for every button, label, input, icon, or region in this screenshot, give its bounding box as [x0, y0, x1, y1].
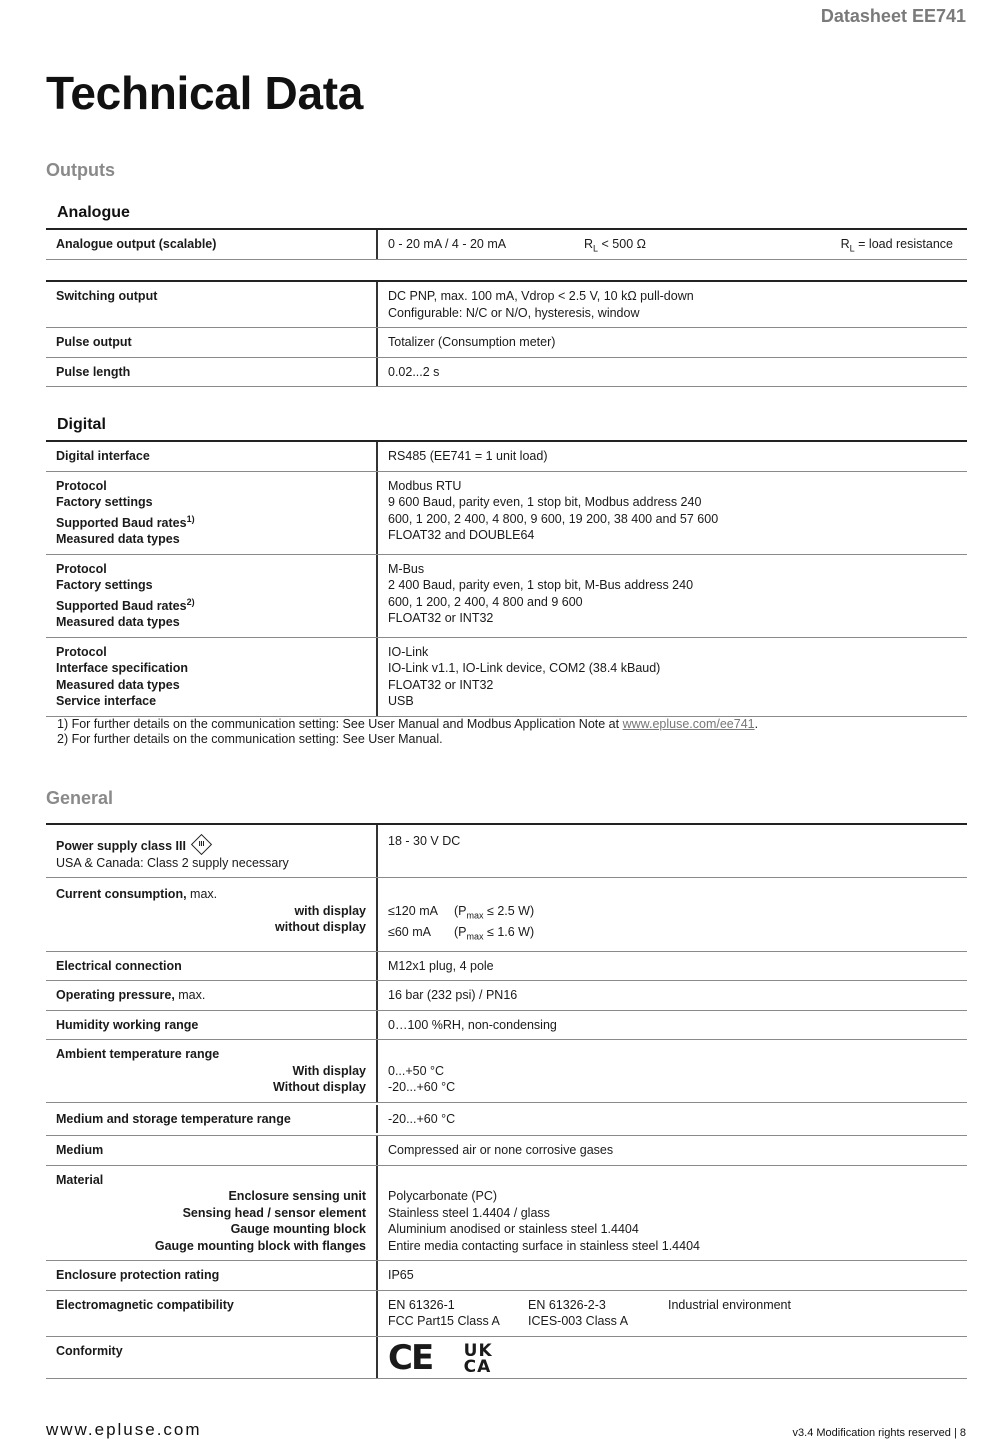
table-row: Electrical connection M12x1 plug, 4 pole: [46, 952, 967, 982]
footnotes: [57, 717, 758, 747]
table-row: Switching output DC PNP, max. 100 mA, Vdrop < 2.5 V, 10 kΩ pull-down Configurable: N/C or N/O, hysteresis, window: [46, 282, 967, 328]
epluse-link[interactable]: www.epluse.com/ee741: [622, 717, 755, 731]
table-row: Enclosure protection rating IP65: [46, 1261, 967, 1291]
row-label: Digital interface: [46, 442, 378, 471]
datasheet-title: Datasheet EE741: [820, 6, 966, 26]
ce-mark-icon: CE: [388, 1337, 433, 1378]
table-row: Current consumption, max. with display without display ≤120 mA ($P_{max} \le 2.5$ W) ≤60 mA ($P_{max} \le 1.6$ W): [46, 878, 967, 952]
page-title: Technical Data: [46, 67, 364, 119]
section-outputs: Outputs: [46, 160, 115, 180]
ukca-mark-icon: UK CA: [463, 1340, 493, 1377]
table-row: Operating pressure, max. 16 bar (232 psi) / PN16: [46, 981, 967, 1011]
table-row: Digital interface RS485 (EE741 = 1 unit load): [46, 442, 967, 472]
footer-version: v3.4 Modification rights reserved | 8: [792, 1427, 966, 1439]
row-label: Pulse length: [46, 358, 378, 387]
load-note: $R_L$ = load resistance: [840, 237, 953, 254]
table-row: Medium Compressed air or none corrosive gases: [46, 1136, 967, 1166]
table-row-iolink: Protocol Interface specification Measured data types Service interface IO-Link IO-Link v1.1, IO-Link device, COM2 (38.4 kBaud) FLOAT32 or INT32 USB: [46, 638, 967, 717]
table-row: Conformity CE UK CA: [46, 1337, 967, 1379]
table-row: Ambient temperature range With display Without display 0...+50 °C -20...+60 °C: [46, 1040, 967, 1103]
table-row: Power supply class III III USA & Canada: Class 2 supply necessary 18 - 30 V DC: [46, 825, 967, 878]
section-general: General: [46, 788, 114, 808]
digital-table: [46, 440, 967, 717]
footnote-1: 1) For further details on the communication setting: See User Manual and Modbus Application Note at www.epluse.com/ee741.: [57, 717, 759, 731]
row-label: Switching output: [46, 282, 378, 327]
row-label: Analogue output (scalable): [46, 230, 378, 259]
table-row-mbus: Protocol Factory settings Supported Baud rates$^{2)}$ Measured data types M-Bus 2 400 Baud, parity even, 1 stop bit, M-Bus address 240 600, 1 200, 2 400, 4 800 and 9 600 FLOAT32 or INT32: [46, 555, 967, 638]
footnote-2: 2) For further details on the communication setting: See User Manual.: [57, 732, 443, 746]
table-row-modbus: Protocol Factory settings Supported Baud rates$^{1)}$ Measured data types Modbus RTU 9 600 Baud, parity even, 1 stop bit, Modbus address 240 600, 1 200, 2 400, 4 800, 9 600, 19 200, 38 400 and 57 600 FLOAT32 and DOUBLE64: [46, 472, 967, 555]
load-limit: $R_L < 500$ Ω: [584, 237, 646, 254]
table-row: [46, 230, 967, 260]
general-table: [46, 823, 967, 1379]
switching-table: [46, 280, 967, 387]
subsection-digital: Digital: [57, 416, 106, 433]
subsection-analogue: Analogue: [57, 204, 130, 221]
table-row: Humidity working range 0…100 %RH, non-condensing: [46, 1011, 967, 1041]
table-row: Pulse length 0.02...2 s: [46, 358, 967, 388]
analogue-table: [46, 228, 967, 260]
class-iii-icon: III: [191, 834, 212, 855]
analogue-range: 0 - 20 mA / 4 - 20 mA: [388, 237, 507, 251]
table-row: Electromagnetic compatibility EN 61326-1 EN 61326-2-3 Industrial environment FCC Part15 Class A ICES-003 Class A: [46, 1291, 967, 1337]
row-label: Pulse output: [46, 328, 378, 357]
table-row: Medium and storage temperature range -20...+60 °C: [46, 1103, 967, 1137]
table-row: Pulse output Totalizer (Consumption meter): [46, 328, 967, 358]
table-row: Material Enclosure sensing unit Sensing head / sensor element Gauge mounting block Gauge mounting block with flanges Polycarbonate (PC) Stainless steel 1.4404 / glass Aluminium anodised or stainless steel 1.4404 Entire media contacting surface in stainless steel 1.4404: [46, 1166, 967, 1262]
footer-url[interactable]: www.epluse.com: [46, 1420, 202, 1439]
